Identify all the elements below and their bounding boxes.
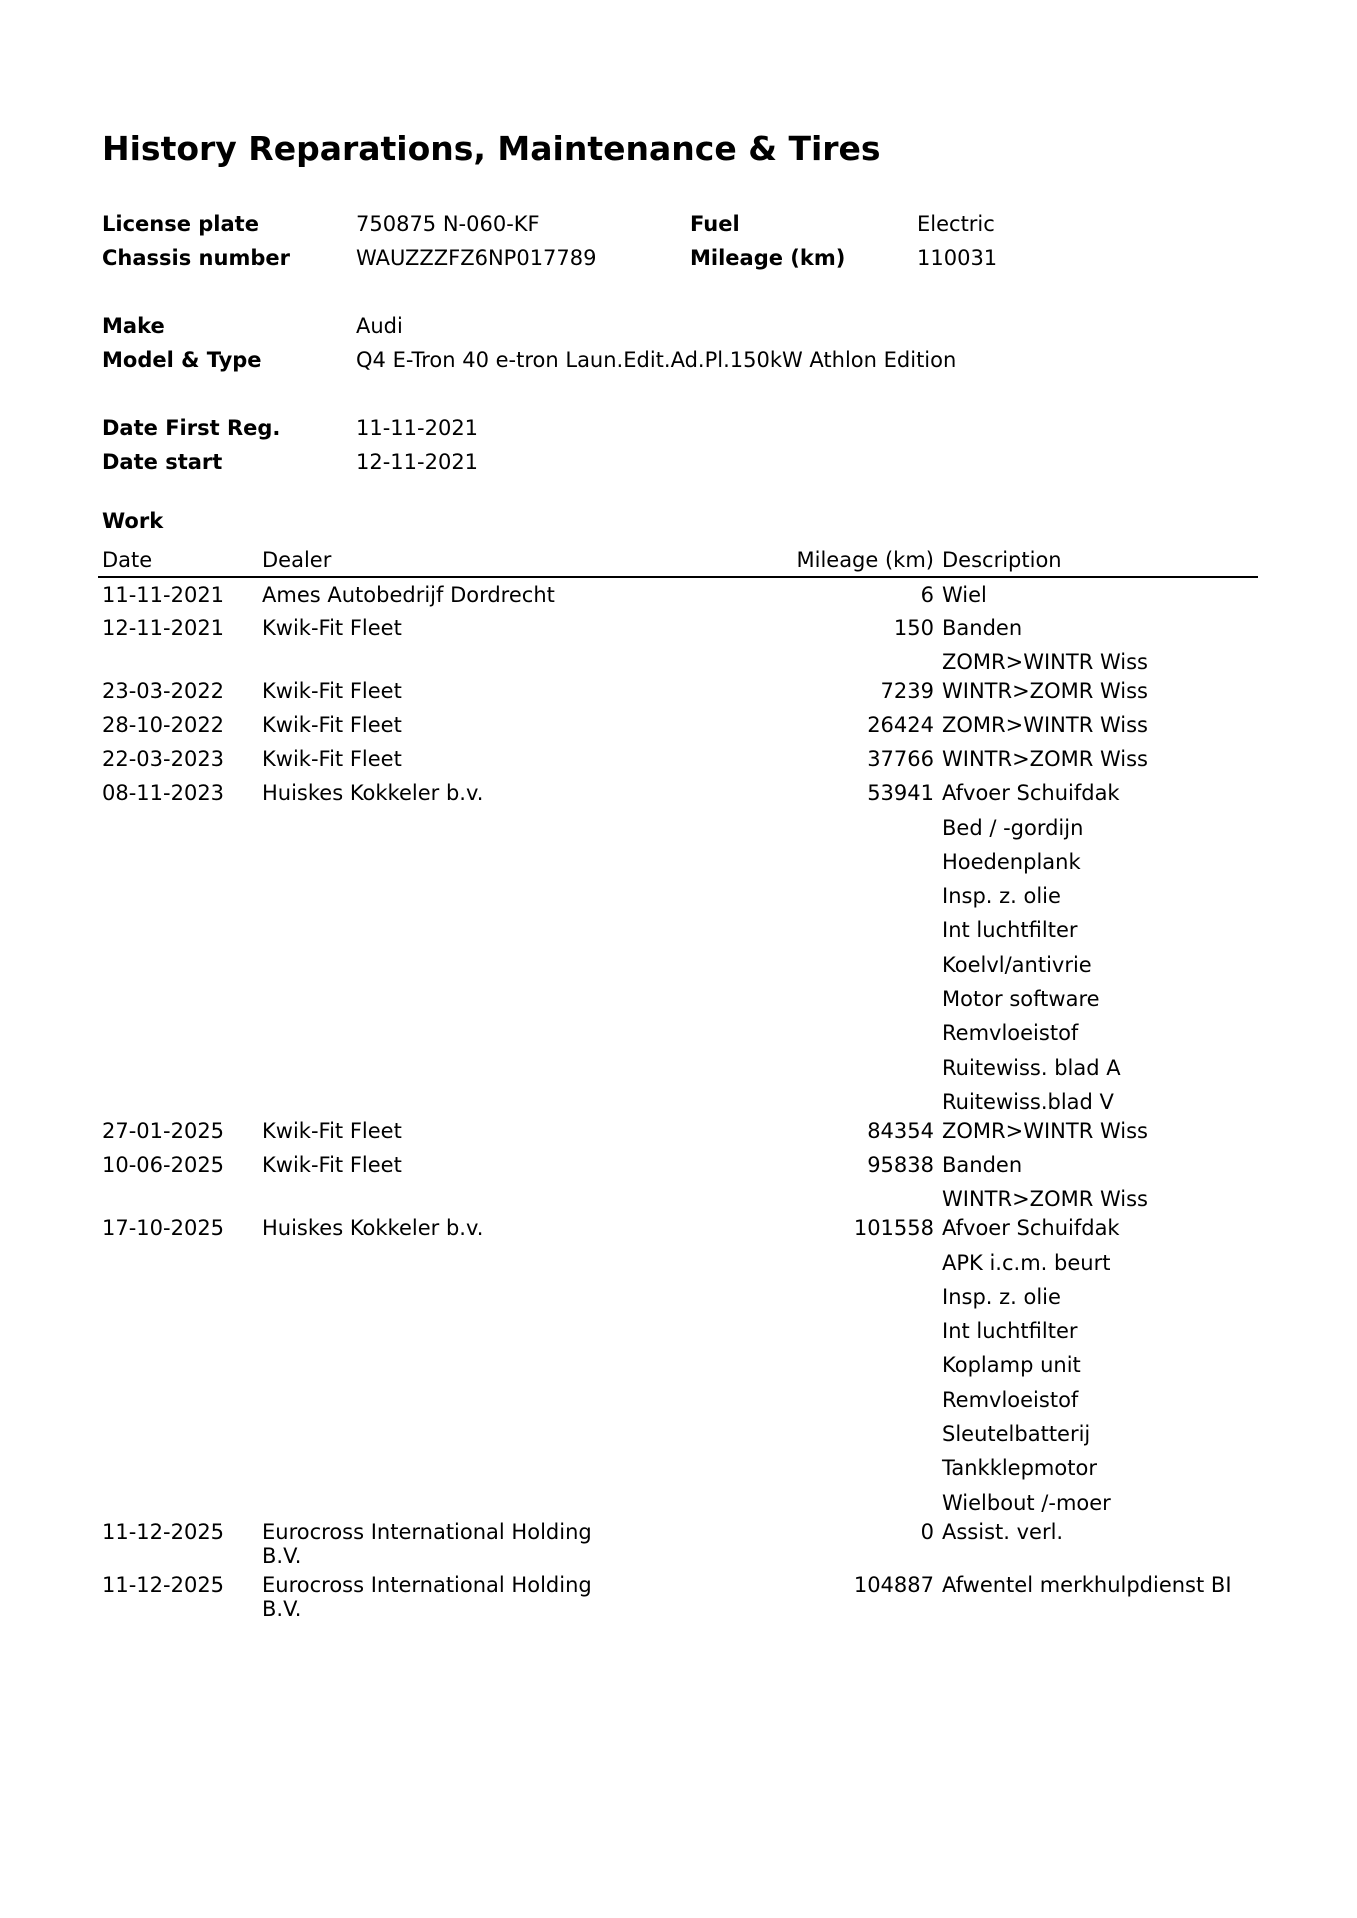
- row-description: Int luchtfilter: [942, 918, 1078, 943]
- work-heading: Work: [102, 509, 164, 533]
- table-row: [98, 742, 1258, 776]
- row-date: 27-01-2025: [102, 1118, 225, 1143]
- row-date: 11-12-2025: [102, 1572, 225, 1597]
- row-descriptions: [938, 1515, 1258, 1568]
- row-dealer: Kwik-Fit Fleet: [262, 679, 402, 704]
- row-description: WINTR>ZOMR Wiss: [942, 1187, 1149, 1212]
- row-description: Insp. z. olie: [942, 884, 1061, 909]
- row-mileage: 37766: [867, 747, 934, 772]
- row-mileage: 84354: [867, 1118, 934, 1143]
- row-mileage: 150: [893, 616, 934, 640]
- table-row: [98, 674, 1258, 708]
- mileage-value: 110031: [917, 246, 998, 270]
- chassis-label: Chassis number: [102, 246, 290, 270]
- row-mileage: 104887: [853, 1572, 934, 1597]
- row-description: Wielbout /-moer: [942, 1490, 1111, 1515]
- row-date: 28-10-2022: [102, 713, 225, 738]
- date-column-header: Date: [98, 544, 258, 577]
- chassis-value: WAUZZZFZ6NP017789: [356, 246, 597, 270]
- row-descriptions: [938, 577, 1258, 611]
- mileage-label: Mileage (km): [690, 246, 846, 270]
- vehicle-info-group-1: [102, 207, 1282, 275]
- vehicle-info-group-2: [102, 309, 1282, 377]
- row-descriptions: [938, 1114, 1258, 1148]
- table-row: [98, 1568, 1258, 1621]
- row-description: Bed / -gordijn: [942, 815, 1084, 840]
- row-descriptions: [938, 674, 1258, 708]
- page-title: History Reparations, Maintenance & Tires: [102, 129, 881, 168]
- table-row: [98, 611, 1258, 674]
- row-description: Koelvl/antivrie: [942, 952, 1092, 977]
- row-date: 23-03-2022: [102, 679, 225, 704]
- row-dealer: Kwik-Fit Fleet: [262, 713, 402, 738]
- row-description: WINTR>ZOMR Wiss: [942, 679, 1149, 704]
- row-description: APK i.c.m. beurt: [942, 1250, 1111, 1275]
- row-description: Hoedenplank: [942, 849, 1081, 874]
- row-description: Ruitewiss. blad A: [942, 1055, 1121, 1080]
- row-description: Int luchtfilter: [942, 1319, 1078, 1344]
- row-dealer: Kwik-Fit Fleet: [262, 616, 402, 640]
- license-plate-value: 750875 N-060-KF: [356, 212, 540, 236]
- row-dealer: Kwik-Fit Fleet: [262, 1152, 402, 1177]
- row-dealer: Huiskes Kokkeler b.v.: [262, 781, 484, 806]
- row-mileage: 95838: [867, 1152, 934, 1177]
- date-start-label: Date start: [102, 450, 223, 474]
- row-descriptions: [938, 708, 1258, 742]
- description-column-header: Description: [938, 544, 1258, 577]
- row-descriptions: [938, 611, 1258, 674]
- table-row: [98, 577, 1258, 611]
- row-description: Remvloeistof: [942, 1021, 1079, 1046]
- row-description: Banden: [942, 1152, 1023, 1177]
- table-row: [98, 708, 1258, 742]
- work-table-header: [98, 544, 1258, 577]
- row-dealer: Huiskes Kokkeler b.v.: [262, 1216, 484, 1241]
- work-table-body: [98, 577, 1258, 1621]
- license-plate-row: [102, 207, 1282, 241]
- row-descriptions: [938, 1568, 1258, 1621]
- mileage-column-header: Mileage (km): [608, 544, 938, 577]
- model-value: Q4 E-Tron 40 e-tron Laun.Edit.Ad.Pl.150kW Athlon Edition: [356, 348, 957, 372]
- model-label: Model & Type: [102, 348, 262, 372]
- table-row: [98, 1211, 1258, 1514]
- row-date: 10-06-2025: [102, 1152, 225, 1177]
- row-mileage: 6: [920, 583, 934, 607]
- table-row: [98, 1515, 1258, 1568]
- row-descriptions: [938, 742, 1258, 776]
- make-value: Audi: [356, 314, 403, 338]
- row-descriptions: [938, 776, 1258, 1114]
- model-row: [102, 343, 1282, 377]
- row-description: Ruitewiss.blad V: [942, 1089, 1114, 1114]
- row-mileage: 101558: [853, 1216, 934, 1241]
- dealer-column-header: Dealer: [258, 544, 608, 577]
- row-description: Wiel: [942, 583, 987, 607]
- row-description: Afwentel merkhulpdienst BI: [942, 1572, 1232, 1597]
- row-dealer: Eurocross International Holding B.V.: [262, 1572, 592, 1621]
- row-mileage: 26424: [867, 713, 934, 738]
- row-mileage: 53941: [867, 781, 934, 806]
- row-description: ZOMR>WINTR Wiss: [942, 650, 1149, 675]
- row-description: Remvloeistof: [942, 1387, 1079, 1412]
- make-label: Make: [102, 314, 165, 338]
- table-row: [98, 776, 1258, 1114]
- row-date: 11-11-2021: [102, 583, 225, 607]
- row-mileage: 0: [920, 1519, 934, 1544]
- row-date: 11-12-2025: [102, 1519, 225, 1544]
- row-description: Banden: [942, 616, 1023, 640]
- row-descriptions: [938, 1148, 1258, 1211]
- row-description: Assist. verl.: [942, 1519, 1064, 1544]
- fuel-value: Electric: [917, 212, 995, 236]
- row-description: Afvoer Schuifdak: [942, 1216, 1120, 1241]
- license-plate-label: License plate: [102, 212, 259, 236]
- row-description: ZOMR>WINTR Wiss: [942, 1118, 1149, 1143]
- row-date: 22-03-2023: [102, 747, 225, 772]
- row-description: Sleutelbatterij: [942, 1422, 1091, 1447]
- chassis-row: [102, 241, 1282, 275]
- first-reg-row: [102, 411, 1282, 445]
- row-mileage: 7239: [880, 679, 934, 704]
- work-table: [98, 544, 1258, 1621]
- row-description: Koplamp unit: [942, 1353, 1081, 1378]
- row-dealer: Ames Autobedrijf Dordrecht: [262, 583, 555, 607]
- row-dealer: Kwik-Fit Fleet: [262, 1118, 402, 1143]
- row-date: 12-11-2021: [102, 616, 225, 640]
- row-description: Tankklepmotor: [942, 1456, 1097, 1481]
- fuel-label: Fuel: [690, 212, 740, 236]
- row-dealer: Eurocross International Holding B.V.: [262, 1519, 592, 1568]
- row-description: Afvoer Schuifdak: [942, 781, 1120, 806]
- row-description: WINTR>ZOMR Wiss: [942, 747, 1149, 772]
- date-start-value: 12-11-2021: [356, 450, 479, 474]
- first-reg-label: Date First Reg.: [102, 416, 281, 440]
- vehicle-info-group-3: [102, 411, 1282, 479]
- row-description: ZOMR>WINTR Wiss: [942, 713, 1149, 738]
- table-row: [98, 1148, 1258, 1211]
- row-dealer: Kwik-Fit Fleet: [262, 747, 402, 772]
- row-description: Motor software: [942, 987, 1100, 1012]
- row-descriptions: [938, 1211, 1258, 1514]
- row-date: 17-10-2025: [102, 1216, 225, 1241]
- row-description: Insp. z. olie: [942, 1284, 1061, 1309]
- date-start-row: [102, 445, 1282, 479]
- row-date: 08-11-2023: [102, 781, 225, 806]
- first-reg-value: 11-11-2021: [356, 416, 479, 440]
- make-row: [102, 309, 1282, 343]
- table-row: [98, 1114, 1258, 1148]
